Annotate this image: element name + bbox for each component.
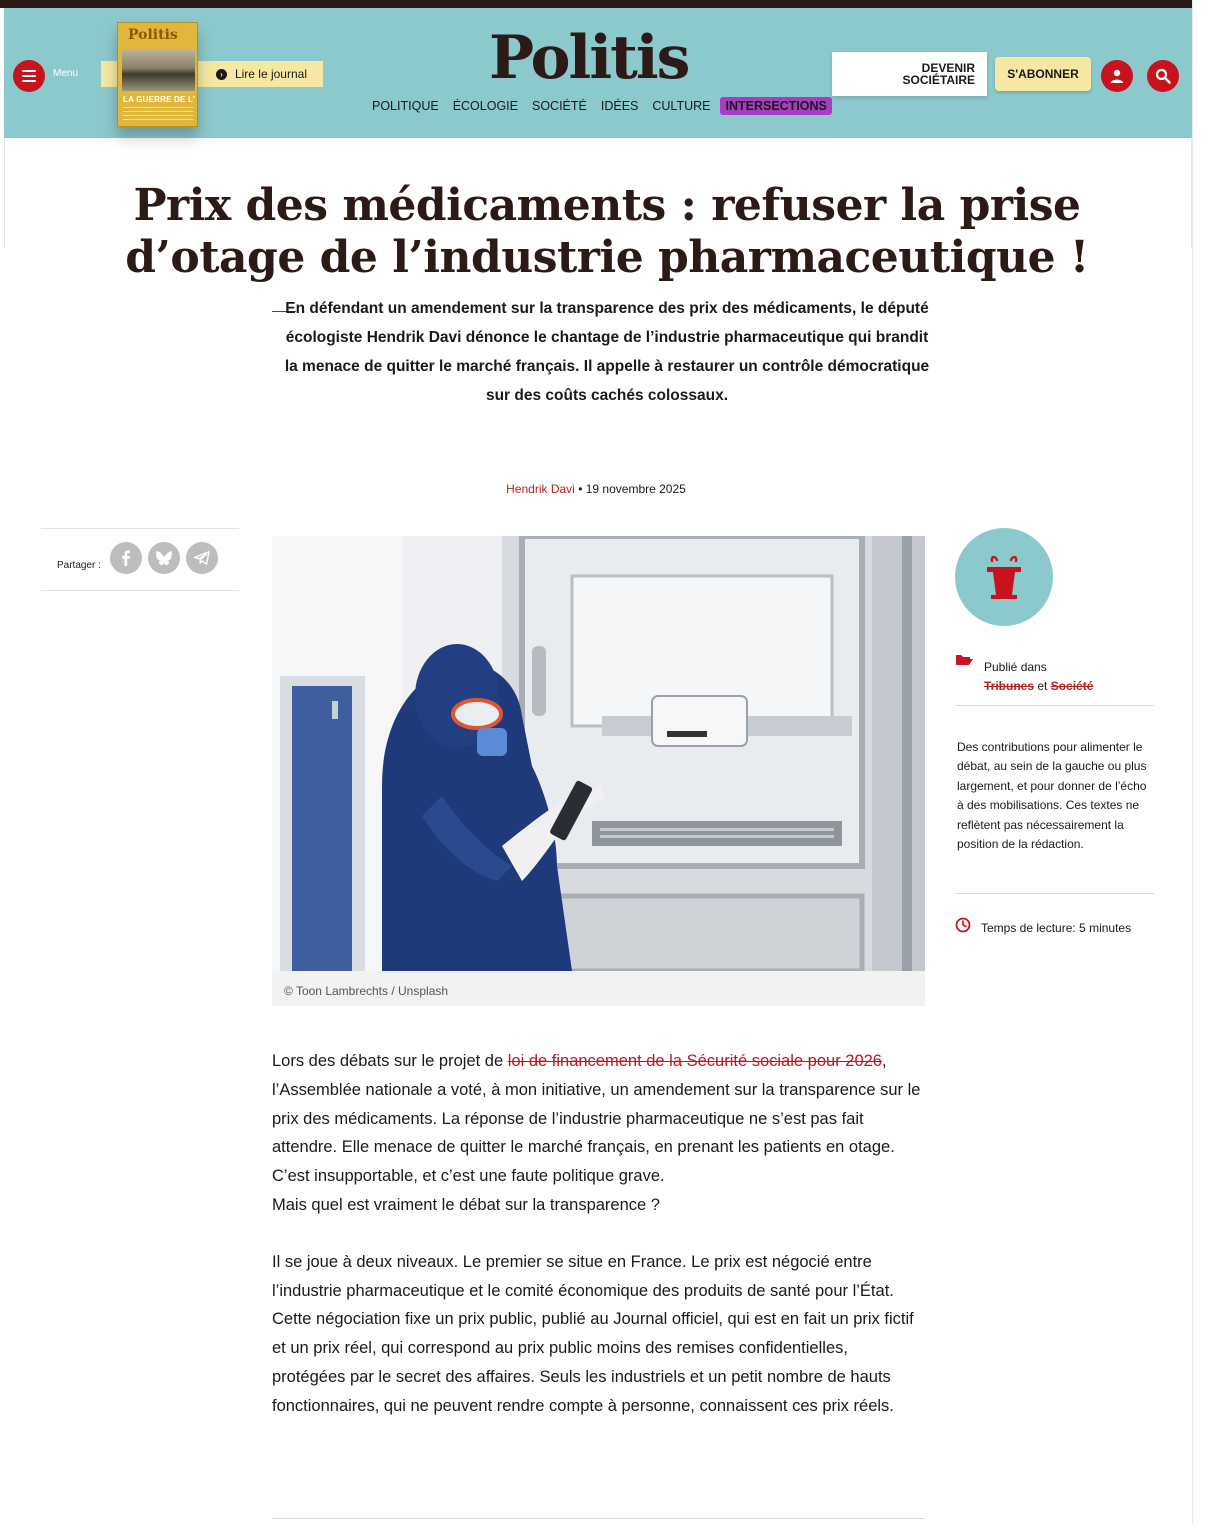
category-link-tribunes[interactable]: Tribunes xyxy=(984,679,1035,693)
nav-idees[interactable]: IDÉES xyxy=(600,99,639,113)
article-title: Prix des médicaments : refuser la prise d’otage de l’industrie pharmaceutique ! xyxy=(125,180,1089,283)
plfss-link[interactable]: loi de financement de la Sécurité sociale pour 2026 xyxy=(507,1052,882,1070)
nav-ecologie[interactable]: ÉCOLOGIE xyxy=(452,99,518,113)
nav-societe[interactable]: SOCIÉTÉ xyxy=(531,99,587,113)
bluesky-icon xyxy=(154,548,174,568)
become-member-button[interactable] xyxy=(832,52,987,96)
journal-cover[interactable] xyxy=(117,22,198,127)
published-in xyxy=(955,650,1154,706)
lectern-icon xyxy=(982,553,1026,601)
share-facebook-button[interactable] xyxy=(110,542,142,574)
account-button[interactable] xyxy=(1101,60,1133,92)
nav-politique[interactable]: POLITIQUE xyxy=(372,99,439,113)
menu-label[interactable]: Menu xyxy=(53,68,79,79)
share-bar xyxy=(41,528,239,591)
menu-button[interactable] xyxy=(13,60,45,92)
cover-photo xyxy=(122,49,195,91)
lab-photo xyxy=(272,536,925,971)
site-logo[interactable]: Politis xyxy=(489,23,689,93)
paragraph-2: Il se joue à deux niveaux. Le premier se situe en France. Le prix est négocié entre l’industrie pharmaceutique et le comité économique des produits de santé pour l’État. Cette négociation fixe un prix public, publié au Journal officiel, qui est en fait un prix fictif et un prix réel, qui correspond au prix public moins des remises confidentielles, protégées par le secret des affaires. Seuls les industriels et un petit nombre de hauts fonctionnaires, qui ne peuvent rendre compte à personne, connaissent ces prix réels. xyxy=(272,1252,914,1415)
folder-open-icon xyxy=(955,653,973,666)
user-icon xyxy=(1109,68,1125,84)
category-and: et xyxy=(1037,679,1048,693)
search-icon xyxy=(1155,68,1171,84)
main-nav xyxy=(368,97,838,115)
hamburger-icon xyxy=(22,70,36,82)
read-journal-label: Lire le journal xyxy=(234,67,307,81)
share-label: Partager : xyxy=(57,560,101,571)
scrollbar-gutter xyxy=(1192,0,1210,1524)
nav-intersections[interactable]: INTERSECTIONS xyxy=(720,97,831,115)
sidebar-divider xyxy=(955,893,1154,894)
category-link-societe[interactable]: Société xyxy=(1050,679,1094,693)
reading-time-value: : 5 minutes xyxy=(1072,921,1132,935)
arrow-right-icon: › xyxy=(216,69,227,80)
article-figure xyxy=(272,536,925,1006)
section-description: Des contributions pour alimenter le débat, au sein de la gauche ou plus largement, et pour donner de l’écho à des mobilisations. Ces textes ne reflètent pas nécessairement la position de la rédaction. xyxy=(957,740,1147,852)
category-links xyxy=(984,679,1093,693)
cover-title: Politis xyxy=(128,27,178,43)
article-lead: En défendant un amendement sur la transparence des prix des médicaments, le député écologiste Hendrik Davi dénonce le chantage de l’industrie pharmaceutique qui brandit la menace de quitter le marché français. Il appelle à restaurer un contrôle démocratique sur des coûts cachés colossaux. xyxy=(284,300,930,404)
clock-icon xyxy=(955,917,971,933)
facebook-icon xyxy=(116,548,136,568)
search-button[interactable] xyxy=(1147,60,1179,92)
nav-culture[interactable]: CULTURE xyxy=(652,99,711,113)
reading-time-label: Temps de lecture xyxy=(981,921,1073,935)
become-member-label: DEVENIR SOCIÉTAIRE xyxy=(902,61,975,87)
author-link[interactable]: Hendrik Davi xyxy=(506,482,575,496)
top-border xyxy=(0,0,1192,8)
telegram-icon xyxy=(192,548,212,568)
reading-time xyxy=(955,921,1131,935)
image-caption: © Toon Lambrechts / Unsplash xyxy=(284,984,449,998)
share-bluesky-button[interactable] xyxy=(148,542,180,574)
cover-text-lines xyxy=(123,107,193,121)
article-body xyxy=(272,1047,925,1449)
subscribe-button[interactable]: S'ABONNER xyxy=(995,57,1091,91)
byline-separator: • xyxy=(578,482,586,496)
category-badge[interactable] xyxy=(955,528,1053,626)
share-telegram-button[interactable] xyxy=(186,542,218,574)
published-in-label: Publié dans xyxy=(984,660,1047,674)
article-bottom-divider xyxy=(272,1518,925,1519)
publish-date: 19 novembre 2025 xyxy=(585,482,686,496)
byline xyxy=(0,482,1192,496)
paragraph-1-last: Mais quel est vraiment le débat sur la transparence ? xyxy=(272,1195,660,1214)
paragraph-1: Lors des débats sur le projet de loi de financement de la Sécurité sociale pour 2026, l’Assemblée nationale a voté, à mon initiative, un amendement sur la transparence sur le prix des médicaments. La réponse de l’industrie pharmaceutique ne s’est pas fait attendre. Elle menace de quitter le marché français, en prenant les patients en otage. C’est insupportable, et c’est une faute politique grave. Mais quel est vraiment le débat sur la transparence ? xyxy=(272,1052,921,1214)
cover-headline: LA GUERRE DE L' xyxy=(123,95,196,104)
